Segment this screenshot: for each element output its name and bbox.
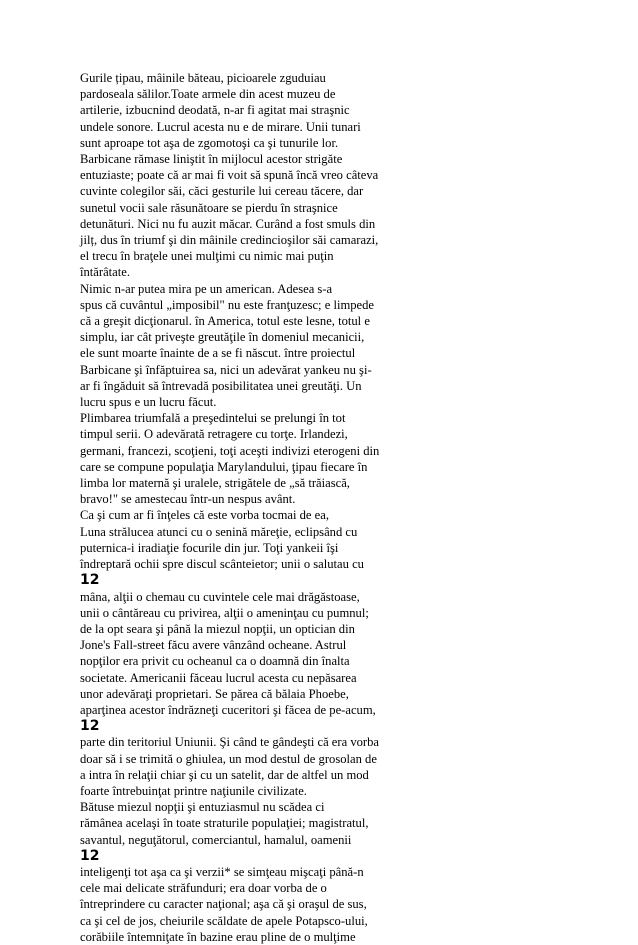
text-line: ele sunt moarte înainte de a se fi născut. între proiectul bbox=[80, 346, 356, 361]
text-block-2 bbox=[80, 589, 565, 719]
text-line: foarte întrebuinţat printre naţiunile civilizate. bbox=[80, 783, 307, 798]
page-number: 12 bbox=[80, 572, 100, 589]
text-line: corăbiile întemniţate în bazine erau pline de o mulţime bbox=[80, 929, 356, 944]
text-line: Barbicane rămase liniştit în mijlocul acestor strigăte bbox=[80, 152, 343, 167]
text-line: ar fi îngăduit să întrevadă posibilitatea unei greutăţi. Un bbox=[80, 378, 362, 393]
text-line: rămânea acelaşi în toate straturile populaţiei; magistratul, bbox=[80, 816, 369, 831]
text-line: Bătuse miezul nopţii şi entuziasmul nu scădea ci bbox=[80, 800, 325, 815]
document-page bbox=[80, 70, 565, 945]
text-line: a intra în relaţii chiar şi cu un satelit, dar de altfel un mod bbox=[80, 767, 369, 782]
text-line: Gurile țipau, mâinile băteau, picioarele zguduiau bbox=[80, 71, 326, 85]
text-line: timpul serii. O adevărată retragere cu torţe. Irlandezi, bbox=[80, 427, 348, 442]
text-line: aparţinea acestor îndrăzneţi cuceritori şi făcea de pe-acum, bbox=[80, 702, 376, 717]
text-line: de la opt seara şi până la miezul nopţii, un optician din bbox=[80, 621, 355, 636]
text-block-1 bbox=[80, 70, 565, 572]
text-line: Luna strălucea atunci cu o senină măreţie, eclipsând cu bbox=[80, 524, 358, 539]
text-line: sunt aproape tot aşa de zgomotoşi ca şi tunurile lor. bbox=[80, 135, 339, 150]
text-line: unor adevăraţi proprietari. Se părea că bălaia Phoebe, bbox=[80, 686, 349, 701]
text-line: jilț, dus în triumf şi din mâinile credincioşilor săi camarazi, bbox=[80, 233, 379, 248]
text-line: mâna, alţii o chemau cu cuvintele cele mai drăgăstoase, bbox=[80, 589, 360, 604]
text-line: Ca şi cum ar fi înţeles că este vorba tocmai de ea, bbox=[80, 508, 329, 523]
text-line: puternica-i iradiaţie focurile din jur. Toţi yankeii îşi bbox=[80, 540, 339, 555]
text-line: cele mai delicate străfunduri; era doar vorba de o bbox=[80, 881, 327, 896]
text-line: lucru spus e un lucru făcut. bbox=[80, 395, 217, 410]
text-line: inteligenţi tot aşa ca şi verzii* se simţeau mişcaţi până-n bbox=[80, 864, 364, 879]
text-line: cuvinte colegilor săi, căci gesturile lui cereau tăcere, dar bbox=[80, 184, 364, 199]
text-line: Jone's Fall-street făcu avere vânzând ocheane. Astrul bbox=[80, 638, 347, 653]
text-line: savantul, neguţătorul, comerciantul, hamalul, oamenii bbox=[80, 832, 352, 847]
text-line: limba lor maternă şi uralele, strigătele de „să trăiască, bbox=[80, 476, 350, 491]
text-line: întreprindere cu caracter naţional; aşa că şi oraşul de sus, bbox=[80, 897, 367, 912]
text-line: germani, francezi, scoţieni, toţi aceşti indivizi eterogeni din bbox=[80, 443, 380, 458]
page-number: 12 bbox=[80, 718, 100, 735]
text-line: doar să i se trimită o ghiulea, un mod destul de grosolan de bbox=[80, 751, 377, 766]
text-line: detunături. Nici nu fu auzit măcar. Curând a fost smuls din bbox=[80, 216, 376, 231]
text-line: că a greşit dicţionarul. în America, totul este lesne, totul e bbox=[80, 314, 370, 329]
text-line: spus că cuvântul „imposibil" nu este franţuzesc; e limpede bbox=[80, 297, 375, 312]
text-line: îndreptară ochii spre discul scânteietor; unii o salutau cu bbox=[80, 557, 364, 572]
text-line: simplu, iar cât priveşte greutăţile în domeniul mecanicii, bbox=[80, 330, 365, 345]
text-line: Nimic n-ar putea mira pe un american. Adesea s-a bbox=[80, 281, 333, 296]
text-line: unii o cântăreau cu privirea, alţii o ameninţau cu pumnul; bbox=[80, 605, 369, 620]
text-line: entuziaste; poate că ar mai fi voit să spună încă vreo câteva bbox=[80, 168, 379, 183]
text-line: undele sonore. Lucrul acesta nu e de mirare. Unii tunari bbox=[80, 119, 361, 134]
text-block-4 bbox=[80, 864, 565, 945]
text-line: artilerie, izbucnind deodată, n-ar fi agitat mai straşnic bbox=[80, 103, 350, 118]
text-block-3 bbox=[80, 734, 565, 847]
text-line: ca şi cel de jos, cheiurile scăldate de apele Potapsco-ului, bbox=[80, 913, 368, 928]
text-line: Plimbarea triumfală a preşedintelui se prelungi în tot bbox=[80, 411, 346, 426]
text-line: nopţilor era privit cu ocheanul ca o doamnă din înalta bbox=[80, 654, 350, 669]
text-line: bravo!" se amestecau într-un nespus avânt. bbox=[80, 492, 296, 507]
text-line: pardoseala sălilor.Toate armele din acest muzeu de bbox=[80, 87, 336, 102]
text-line: Barbicane şi înfăptuirea sa, nici un adevărat yankeu nu şi- bbox=[80, 362, 372, 377]
text-line: el trecu în braţele unei mulţimi cu nimic mai puţin bbox=[80, 249, 334, 264]
text-line: parte din teritoriul Uniunii. Şi când te gândeşti că era vorba bbox=[80, 735, 380, 750]
text-line: societate. Americanii făceau lucrul acesta cu nepăsarea bbox=[80, 670, 357, 685]
text-line: sunetul vocii sale răsunătoare se pierdu în straşnice bbox=[80, 200, 338, 215]
page-number: 12 bbox=[80, 847, 100, 864]
text-line: care se compune populaţia Marylandului, ţipau fiecare în bbox=[80, 459, 368, 474]
text-line: întărâtate. bbox=[80, 265, 130, 280]
